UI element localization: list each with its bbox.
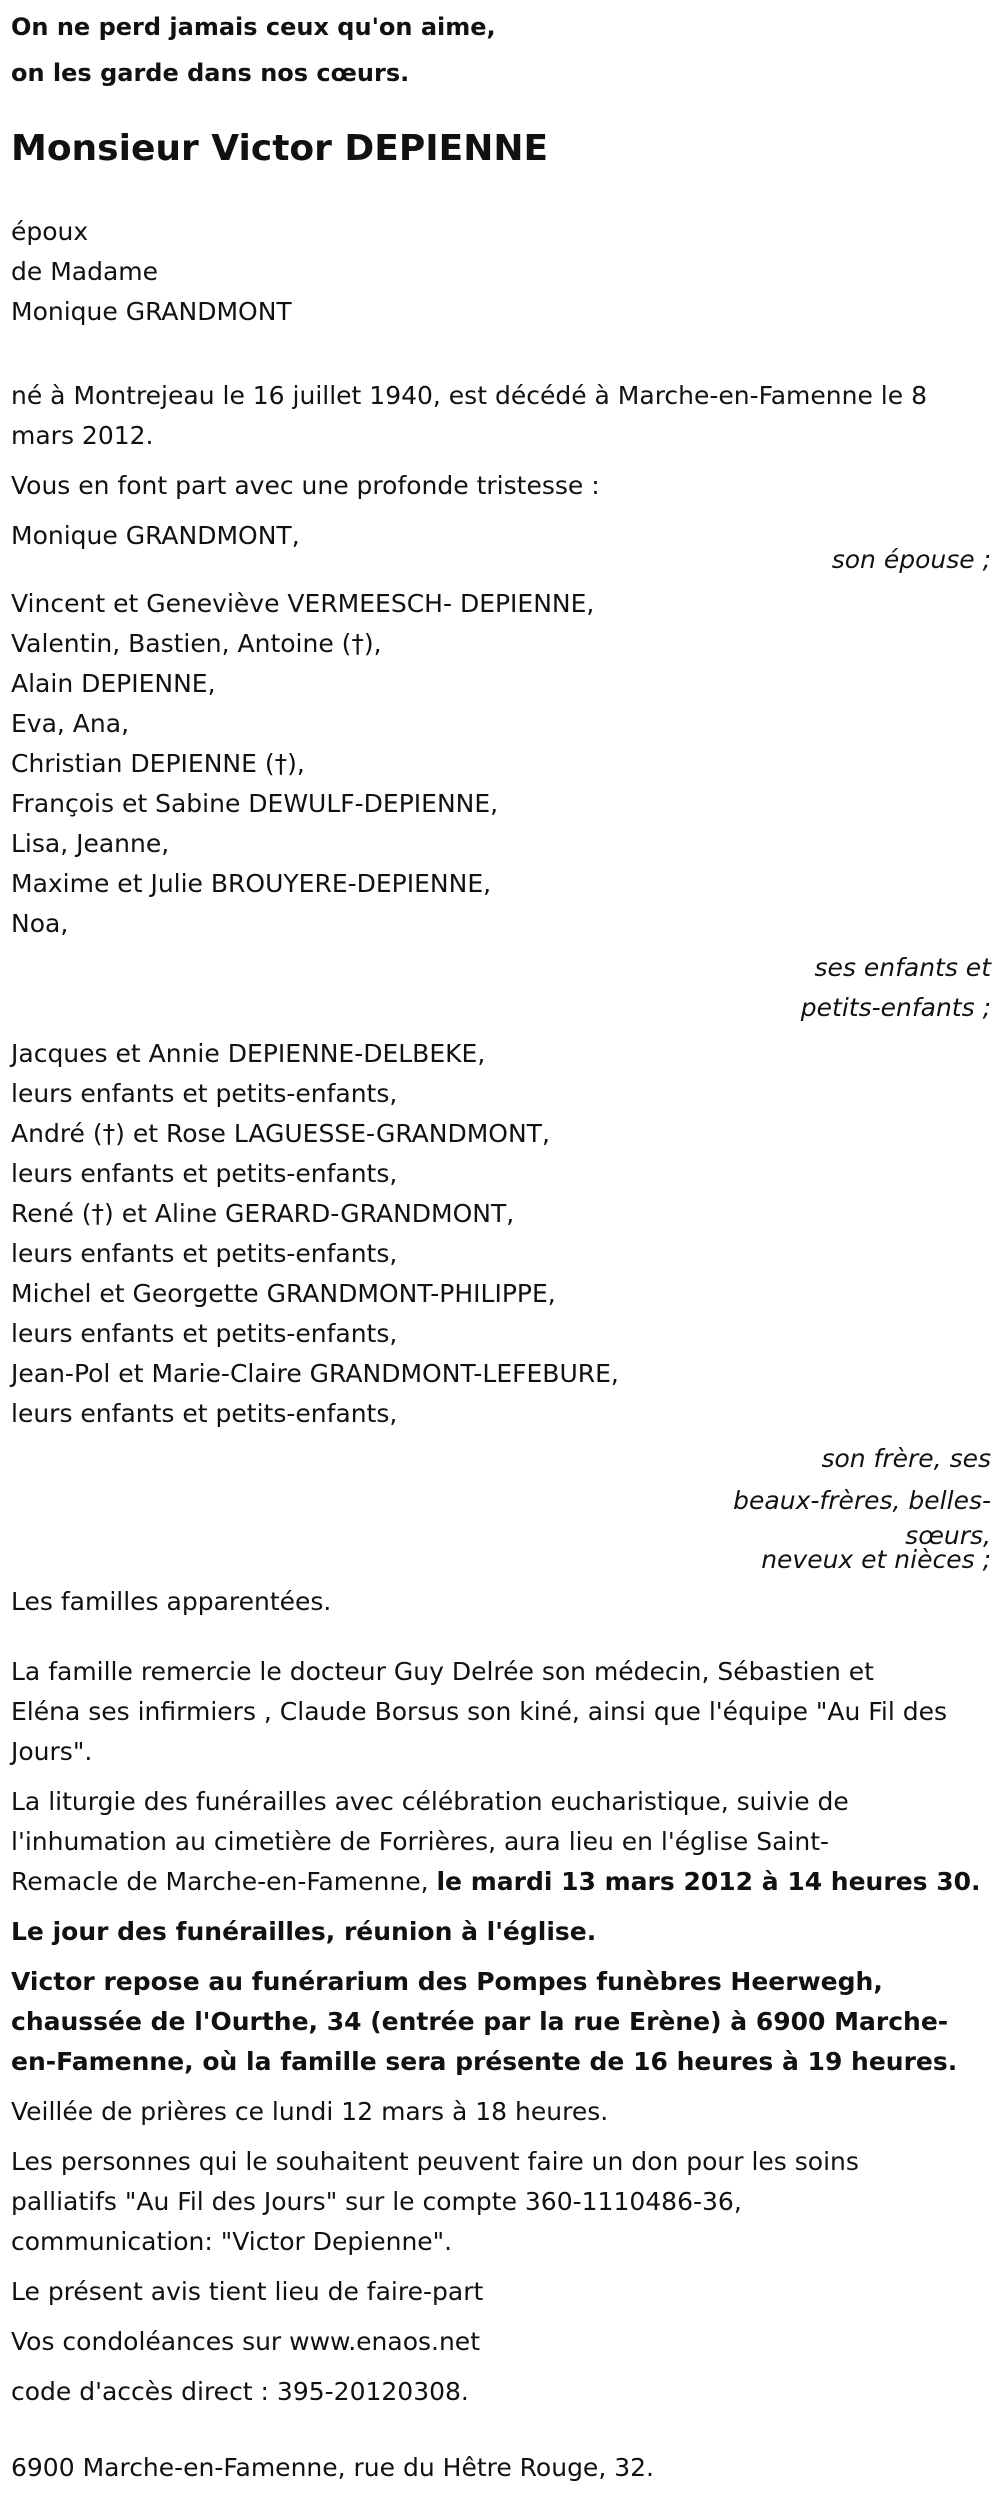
spouse-block-line: Monique GRANDMONT <box>11 297 292 326</box>
funerarium-line: en-Famenne, où la famille sera présente de 16 heures à 19 heures. <box>11 2047 958 2076</box>
spouse-block <box>11 212 991 332</box>
list-item: Noa, <box>11 909 69 938</box>
condolences-note: Vos condoléances sur www.enaos.net <box>11 2327 480 2356</box>
birth-death-line: né à Montrejeau le 16 juillet 1940, est décédé à Marche-en-Famenne le 8 <box>11 381 927 410</box>
thanks-paragraph <box>11 1652 991 1772</box>
list-item: leurs enfants et petits-enfants, <box>11 1159 398 1188</box>
list-item: Maxime et Julie BROUYERE-DEPIENNE, <box>11 869 492 898</box>
announcement: Vous en font part avec une profonde tristesse : <box>11 471 600 500</box>
spouse-name: Monique GRANDMONT, <box>11 521 300 550</box>
relation-line: neveux et nièces ; <box>761 1545 991 1574</box>
liturgy-location: Remacle de Marche-en-Famenne, <box>11 1867 437 1896</box>
notice-note: Le présent avis tient lieu de faire-part <box>11 2277 484 2306</box>
donation-line: palliatifs "Au Fil des Jours" sur le compte 360-1110486-36, <box>11 2187 742 2216</box>
liturgy-line: l'inhumation au cimetière de Forrières, aura lieu en l'église Saint- <box>11 1827 830 1856</box>
funerarium-line: chaussée de l'Ourthe, 34 (entrée par la rue Erène) à 6900 Marche- <box>11 2007 949 2036</box>
liturgy-line: La liturgie des funérailles avec célébration eucharistique, suivie de <box>11 1787 849 1816</box>
liturgy-line <box>11 1862 991 1902</box>
funerarium-line: Victor repose au funérarium des Pompes funèbres Heerwegh, <box>11 1967 883 1996</box>
related-families: Les familles apparentées. <box>11 1587 332 1616</box>
relation-line: sœurs, <box>905 1521 991 1550</box>
thanks-line: Jours". <box>11 1737 93 1766</box>
epigraph <box>11 4 991 96</box>
deceased-name: Monsieur Victor DEPIENNE <box>11 128 549 169</box>
siblings-relation <box>11 1438 991 1572</box>
list-item: Christian DEPIENNE (†), <box>11 749 305 778</box>
relation-line: beaux-frères, belles- <box>733 1486 991 1515</box>
obituary-document <box>11 0 991 2498</box>
list-item: leurs enfants et petits-enfants, <box>11 1239 398 1268</box>
vigil-note: Veillée de prières ce lundi 12 mars à 18 heures. <box>11 2097 609 2126</box>
list-item: François et Sabine DEWULF-DEPIENNE, <box>11 789 499 818</box>
list-item: Vincent et Geneviève VERMEESCH- DEPIENNE, <box>11 589 595 618</box>
list-item: leurs enfants et petits-enfants, <box>11 1319 398 1348</box>
children-relation <box>11 948 991 1028</box>
list-item: Jacques et Annie DEPIENNE-DELBEKE, <box>11 1039 486 1068</box>
relation-line: petits-enfants ; <box>800 993 991 1022</box>
donation-line: Les personnes qui le souhaitent peuvent faire un don pour les soins <box>11 2147 859 2176</box>
list-item: Jean-Pol et Marie-Claire GRANDMONT-LEFEBURE, <box>11 1359 619 1388</box>
reunion-note: Le jour des funérailles, réunion à l'église. <box>11 1917 597 1946</box>
donation-paragraph <box>11 2142 991 2262</box>
list-item: René (†) et Aline GERARD-GRANDMONT, <box>11 1199 515 1228</box>
thanks-line: La famille remercie le docteur Guy Delrée son médecin, Sébastien et <box>11 1657 874 1686</box>
birth-death-statement <box>11 376 991 456</box>
liturgy-paragraph <box>11 1782 991 1902</box>
donation-line: communication: "Victor Depienne". <box>11 2227 453 2256</box>
list-item: leurs enfants et petits-enfants, <box>11 1399 398 1428</box>
list-item: Valentin, Bastien, Antoine (†), <box>11 629 382 658</box>
relation-line: son épouse ; <box>831 545 991 574</box>
list-item: André (†) et Rose LAGUESSE-GRANDMONT, <box>11 1119 550 1148</box>
birth-death-line: mars 2012. <box>11 421 154 450</box>
list-item: Lisa, Jeanne, <box>11 829 170 858</box>
liturgy-datetime: le mardi 13 mars 2012 à 14 heures 30. <box>436 1867 981 1896</box>
siblings-list <box>11 1034 991 1434</box>
thanks-line: Eléna ses infirmiers , Claude Borsus son kiné, ainsi que l'équipe "Au Fil des <box>11 1697 947 1726</box>
epigraph-line-2: on les garde dans nos cœurs. <box>11 59 410 87</box>
list-item: leurs enfants et petits-enfants, <box>11 1079 398 1108</box>
epigraph-line-1: On ne perd jamais ceux qu'on aime, <box>11 13 496 41</box>
access-code: code d'accès direct : 395-20120308. <box>11 2377 469 2406</box>
funerarium-paragraph <box>11 1962 991 2082</box>
list-item: Alain DEPIENNE, <box>11 669 216 698</box>
spouse-block-line: de Madame <box>11 257 159 286</box>
children-list <box>11 584 991 944</box>
spouse-block-line: époux <box>11 217 89 246</box>
relation-line: son frère, ses <box>821 1444 991 1473</box>
relation-line: ses enfants et <box>814 953 991 982</box>
list-item: Michel et Georgette GRANDMONT-PHILIPPE, <box>11 1279 556 1308</box>
list-item: Eva, Ana, <box>11 709 130 738</box>
address: 6900 Marche-en-Famenne, rue du Hêtre Rouge, 32. <box>11 2453 654 2482</box>
